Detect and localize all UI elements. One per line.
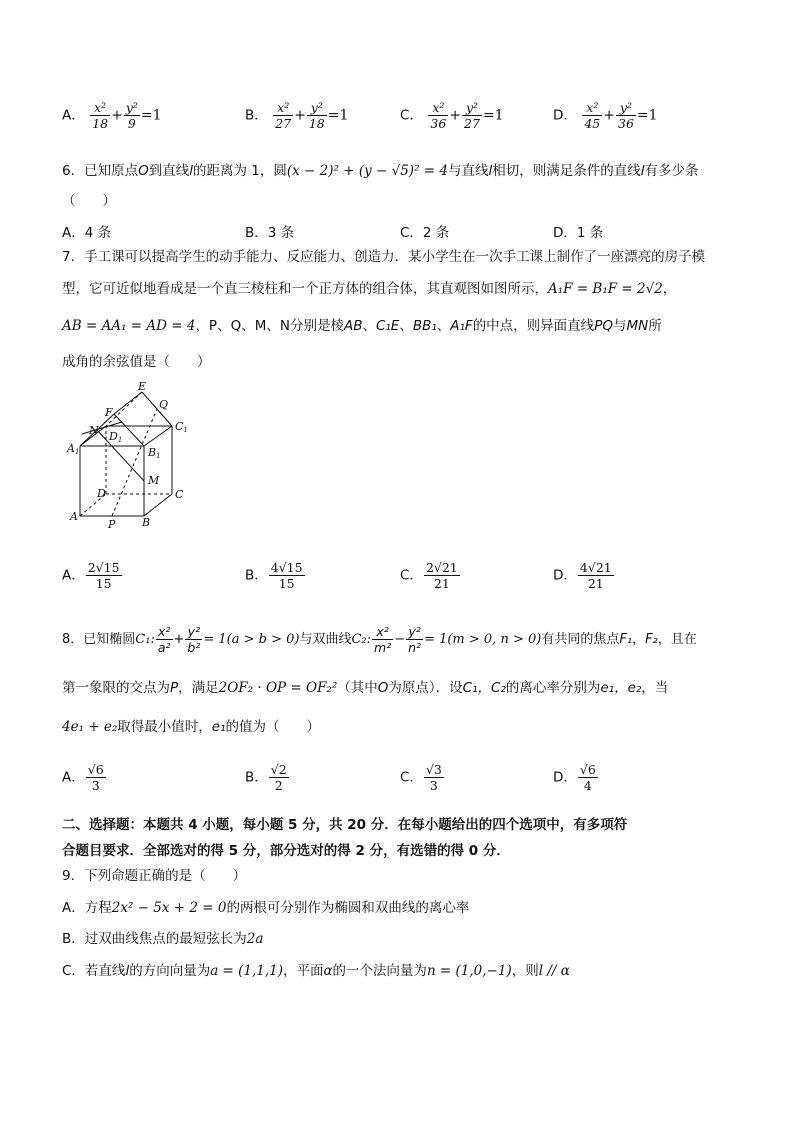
q5-option-d: D． $\frac{\text{x²}}{45}$ + $\frac{\text{y²}}{36}$ =1: [553, 100, 658, 131]
q6-option-b: B．3 条: [245, 225, 295, 241]
label-f: F: [105, 406, 113, 419]
label-d1: D1: [109, 430, 123, 444]
label-a1: A1: [67, 442, 80, 456]
q9-stem: 9．下列命题正确的是（ ）: [62, 868, 247, 884]
q5-option-a: A． $\frac{\text{x²}}{18}$ + $\frac{\text{y²}}{9}$ =1: [62, 100, 162, 131]
edge-bc: [144, 494, 172, 516]
label-b: B: [142, 516, 151, 529]
label-a: A: [70, 510, 78, 523]
q9-option-c: C．若直线l的方向向量为a = (1,1,1)，平面α的一个法向量为n = (1,0,−1)，则l // α: [62, 963, 570, 979]
q5-option-b: B． $\frac{\text{x²}}{27}$ + $\frac{\text{y²}}{18}$ =1: [245, 100, 349, 131]
q7-option-a: A． $\frac{2√15}{15}$: [62, 560, 120, 591]
q7-option-c: C． $\frac{2√21}{21}$: [400, 560, 458, 591]
q8-option-a: A． $\frac{√6}{3}$: [62, 762, 104, 793]
q8-option-d: D． $\frac{√6}{4}$: [553, 762, 596, 793]
q9-option-b: B．过双曲线焦点的最短弦长为2a: [62, 931, 264, 947]
q7-line1: 7．手工课可以提高学生的动手能力、反应能力、创造力．某小学生在一次手工课上制作了一座漂亮的房子模: [62, 249, 706, 265]
q7-option-d: D． $\frac{4√21}{21}$: [553, 560, 612, 591]
label-d: D: [97, 487, 106, 500]
q5-option-c: C． $\frac{\text{x²}}{36}$ + $\frac{\text{y²}}{27}$ =1: [400, 100, 504, 131]
q7-option-b: B． $\frac{4√15}{15}$: [245, 560, 303, 591]
label-p: P: [108, 518, 116, 530]
edge-fe: [114, 392, 142, 414]
label-b1: B1: [148, 446, 161, 460]
section2-heading-line2: 合题目要求．全部选对的得 5 分，部分选对的得 2 分，有选错的得 0 分．: [62, 843, 510, 859]
label-c1: C1: [175, 420, 188, 434]
section2-heading-line1: 二、选择题：本题共 4 小题，每小题 5 分，共 20 分．在每小题给出的四个选项中，有多项符: [62, 817, 628, 833]
label-c: C: [175, 488, 184, 501]
q7-line3: AB = AA₁ = AD = 4，P、Q、M、N分别是棱AB、C₁E、BB₁、A₁F的中点，则异面直线PQ与MN所: [62, 318, 662, 334]
q6-option-c: C．2 条: [400, 225, 450, 241]
segment-pq: [112, 409, 157, 516]
q8-line3: 4e₁ + e₂取得最小值时，e₁的值为（ ）: [62, 719, 321, 735]
label-e: E: [138, 380, 147, 393]
q8-option-b: B． $\frac{√2}{2}$: [245, 762, 287, 793]
label-m: M: [148, 474, 160, 487]
q6-answer-paren: （ ）: [62, 193, 116, 209]
q7-line4: 成角的余弦值是（ ）: [62, 354, 211, 370]
edge-b1c1: [144, 426, 172, 446]
q6-stem: 6．已知原点O到直线l的距离为 1，圆(x − 2)² + (y − √5)² = 4与直线l相切，则满足条件的直线l有多少条: [62, 163, 699, 179]
q7-line2: 型，它可近似地看成是一个直三棱柱和一个正方体的组合体，其直观图如图所示，A₁F = B₁F = 2√2，: [62, 281, 677, 297]
q9-option-a: A．方程2x² − 5x + 2 = 0的两根可分别作为椭圆和双曲线的离心率: [62, 900, 470, 916]
label-n: N: [89, 424, 99, 437]
label-q: Q: [159, 398, 169, 411]
house-figure: [62, 380, 202, 530]
q8-option-c: C． $\frac{√3}{3}$: [400, 762, 442, 793]
q8-line2: 第一象限的交点为P，满足2OF₂ · OP = OF₂²（其中O为原点）．设C₁，C₂的离心率分别为e₁，e₂，当: [62, 680, 669, 696]
q8-line1: 8．已知椭圆C₁: $\frac{\text{x²}}{\text{a²}}$ + $\frac{\text{y²}}{\text{b²}}$ = 1(a > b > 0)与双曲线C₂: $\frac{\text{x²}}{\text{m²}}$ − $\frac{\text{y²}}{\text{n²}}$ = 1(m > 0, n > 0)有共同的焦点F₁，F₂，且在: [62, 624, 697, 655]
q6-option-d: D．1 条: [553, 225, 604, 241]
q6-option-a: A．4 条: [62, 225, 112, 241]
